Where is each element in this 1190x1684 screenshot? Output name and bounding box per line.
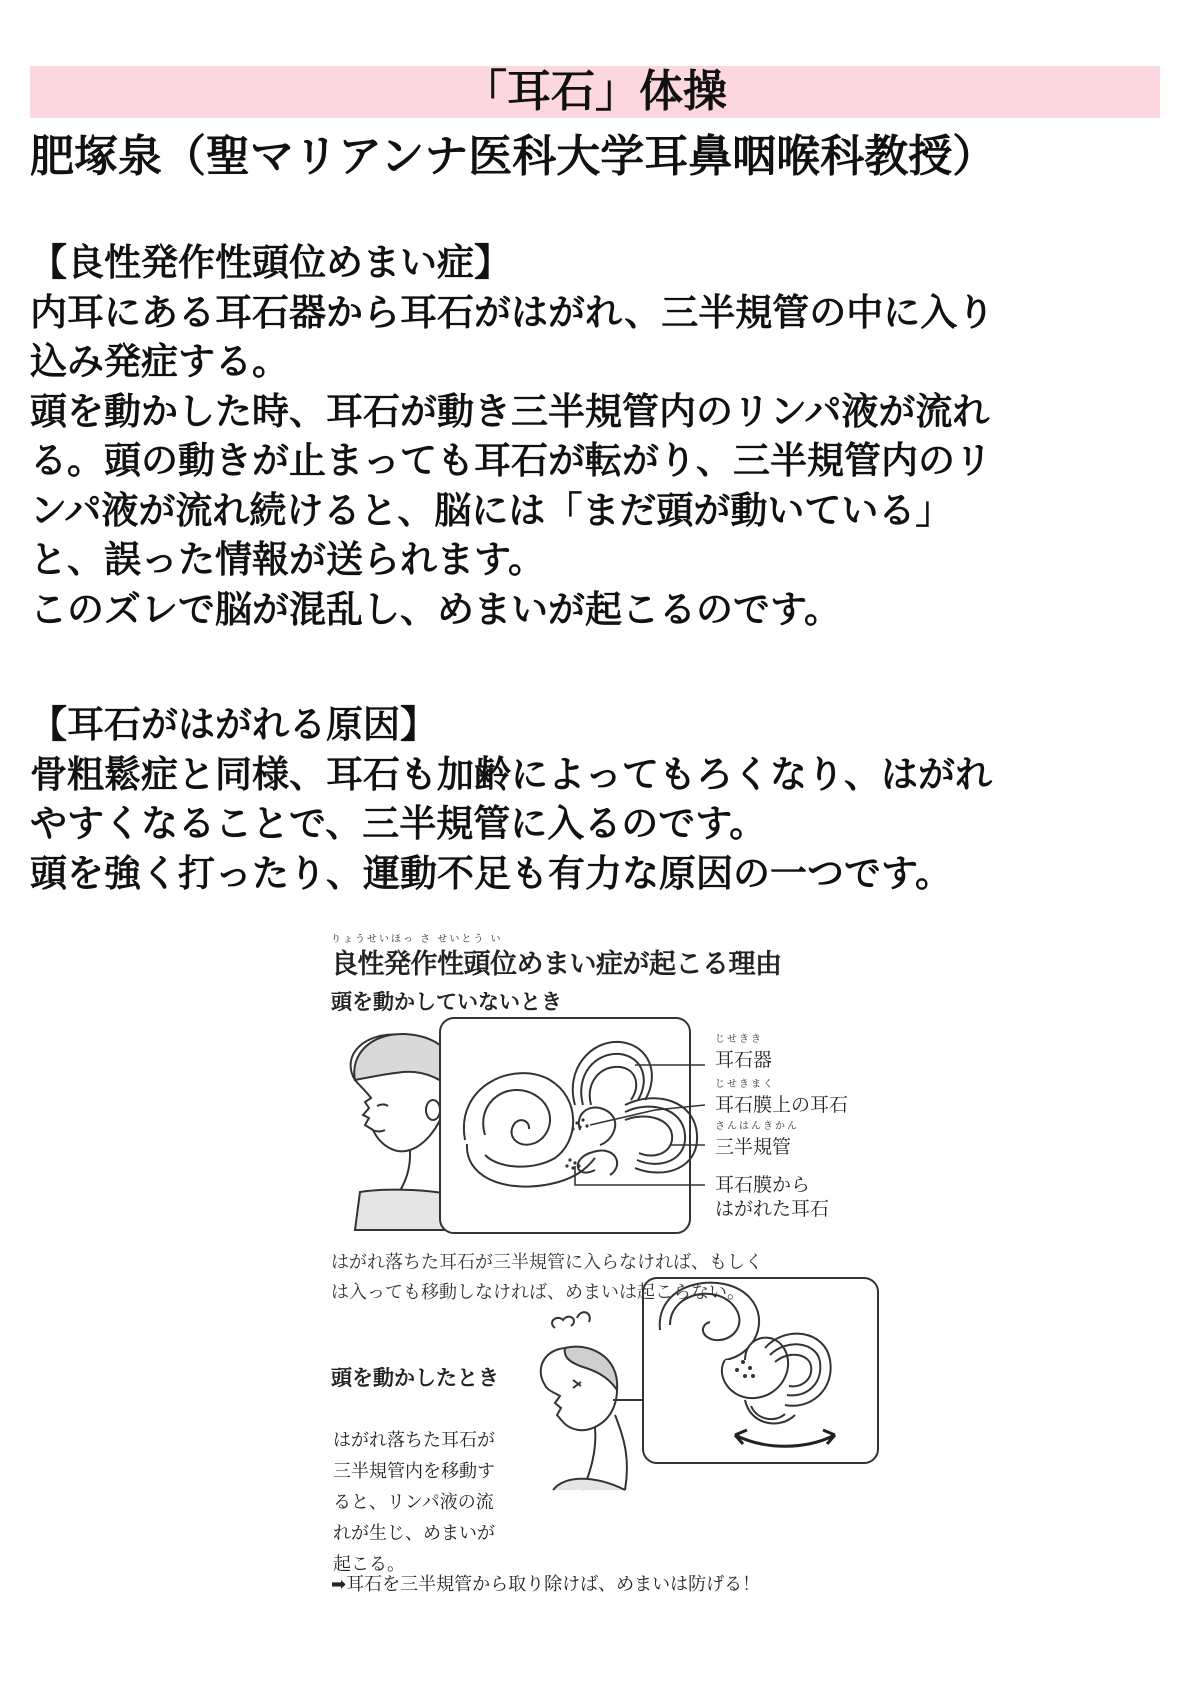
panel1-note <box>331 1248 763 1308</box>
section-causes <box>30 700 1170 898</box>
desc-line: はがれ落ちた耳石が <box>333 1430 495 1451</box>
figure-title: 良性発作性頭位めまい症が起こる理由 <box>331 949 782 980</box>
panel2-subtitle: 頭を動かしたとき <box>331 1366 499 1390</box>
label-otolith-organ <box>715 1035 772 1072</box>
bppv-illustration <box>325 930 945 1602</box>
label-text: はがれた耳石 <box>715 1198 830 1220</box>
label-semicircular-canals <box>715 1122 799 1159</box>
note-line: は入っても移動しなければ、めまいは起こらない。 <box>331 1282 745 1303</box>
label-text: 耳石器 <box>715 1049 773 1071</box>
panel1-frame <box>440 1018 690 1233</box>
desc-line: れが生じ、めまいが <box>333 1523 495 1544</box>
page-title-banner <box>30 66 1160 118</box>
desc-line: 三半規管内を移動す <box>333 1461 495 1482</box>
label-ruby: じせきまく <box>715 1079 775 1090</box>
section-bppv <box>30 238 1170 634</box>
section-heading: 【良性発作性頭位めまい症】 <box>30 240 511 284</box>
paragraph-line: 内耳にある耳石器から耳石がはがれ、三半規管の中に入り <box>30 289 995 334</box>
figure-title-ruby: りょうせいほっ さ せいとう い <box>331 934 503 945</box>
paragraph-line: やすくなることで、三半規管に入るのです。 <box>30 801 767 845</box>
paragraph-line: 骨粗鬆症と同様、耳石も加齢によってもろくなり、はがれ <box>30 751 992 796</box>
paragraph-line: と、誤った情報が送られます。 <box>30 537 546 581</box>
paragraph-line: 頭を動かした時、耳石が動き三半規管内のリンパ液が流れ <box>30 388 990 433</box>
note-line: はがれ落ちた耳石が三半規管に入らなければ、もしく <box>331 1252 763 1273</box>
label-detached-otolith <box>715 1173 829 1221</box>
label-text: 耳石膜上の耳石 <box>715 1094 849 1116</box>
panel2-description <box>333 1425 495 1580</box>
author-line: 肥塚泉（聖マリアンナ医科大学耳鼻咽喉科教授） <box>30 131 997 182</box>
label-text: 三半規管 <box>715 1136 792 1158</box>
figure-conclusion: ➡耳石を三半規管から取り除けば、めまいは防げる！ <box>331 1574 761 1595</box>
paragraph-line: る。頭の動きが止まっても耳石が転がり、三半規管内のリ <box>30 438 992 482</box>
paragraph-line: このズレで脳が混乱し、めまいが起こるのです。 <box>30 586 842 631</box>
panel1-subtitle: 頭を動かしていないとき <box>331 990 562 1014</box>
dizzy-person-illustration <box>541 1312 627 1490</box>
label-ruby: さんはんきかん <box>715 1121 799 1132</box>
label-otolith-membrane <box>715 1080 848 1117</box>
section-heading: 【耳石がはがれる原因】 <box>30 702 437 746</box>
label-ruby: じせきき <box>715 1034 763 1045</box>
paragraph-line: 込み発症する。 <box>30 339 289 383</box>
desc-line: ると、リンパ液の流 <box>333 1492 494 1513</box>
desc-line: 起こる。 <box>333 1554 405 1575</box>
paragraph-line: ンパ液が流れ続けると、脳には「まだ頭が動いている」 <box>30 487 953 532</box>
page-title: 「耳石」体操 <box>463 66 727 117</box>
label-text: 耳石膜から <box>715 1174 811 1196</box>
paragraph-line: 頭を強く打ったり、運動不足も有力な原因の一つです。 <box>30 850 953 895</box>
